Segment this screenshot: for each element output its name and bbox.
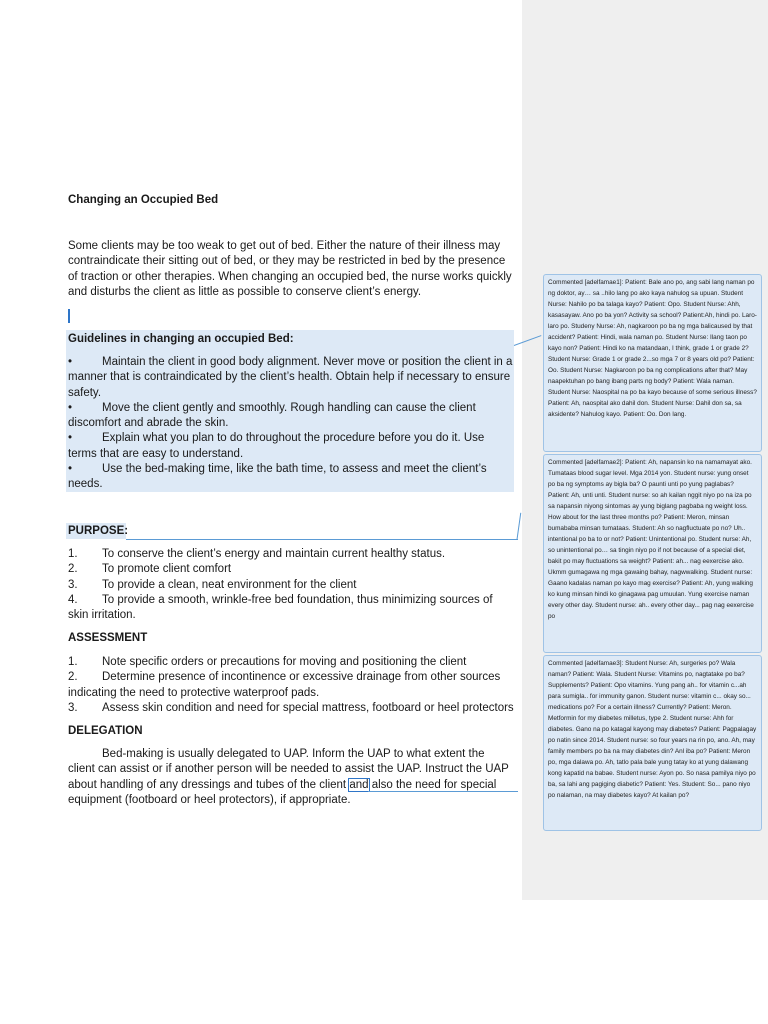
guideline-item: • Use the bed-making time, like the bath time, to assess and meet the client’s needs. [68, 463, 487, 491]
comment-card[interactable] [543, 274, 762, 452]
intro-paragraph: Some clients may be too weak to get out of bed. Either the nature of their illness may contraindicate their sitting out of bed, or they may be restricted in bed by the presence of traction or other therapies. When changing an occupied bed, the nurse works quickly and disturbs the client as little as possible to conserve client’s energy. [68, 240, 512, 298]
comment-connector-2 [126, 539, 518, 540]
comment-text: Patient: Bale ano po, ang sabi lang naman po ng doktor, ay… sa ..hilo lang po ako kaya nahulog sa upuan. Student Nurse: Nahilo po ba talaga kayo? Patient: Opo. Student Nurse: Ahh, kasasayaw. Ano po ba yon? Activity sa school? Patient:Ah, hindi po. Laro-laro po. Studeny Nurse: Ah, nagkaroon po ba ng mga balicaused by that accident? Patient: Hindi, wala naman po. Student Nurse: Ilang taon po kayo non? Patient: Hindi ko na matandaan, I think, grade 1 or grade 2? Student Nurse: Grade 1 or grade 2...so mga 7 or 8 years old po? Patient: Oo. Student Nurse: Nagkaroon po ba ng complications after that? May naapektuhan po bang ibang parts ng body? Patient: Wala naman. Student Nurse: Naospital na po ba kayo because of some serious illness? Patient: Ah, naospital ako dahil don. Student Nurse: Dahil don sa, sa aksidente? Nahulog kayo. Patient: Oo. Don lang. [548, 279, 757, 418]
document-title: Changing an Occupied Bed [68, 194, 219, 206]
delegation-heading: DELEGATION [68, 725, 143, 737]
assessment-item: 1. Note specific orders or precautions for moving and positioning the client [68, 656, 467, 668]
purpose-item: 2. To promote client comfort [68, 563, 232, 576]
purpose-item: 3. To provide a clean, neat environment for the client [68, 578, 357, 591]
assessment-item: 2. Determine presence of incontinence or excessive drainage from other sources indicating the need to protective waterproof pads. [68, 671, 501, 699]
purpose-item: 4. To provide a smooth, wrinkle-free bed foundation, thus minimizing sources of skin irritation. [68, 593, 493, 622]
comment-label: Commented [adelfamae1]: [548, 279, 624, 286]
assessment-list [68, 655, 514, 716]
assessment-item: 3. Assess skin condition and need for special mattress, footboard or heel protectors [68, 701, 514, 714]
comment-label: Commented [adelfamae2]: [548, 459, 624, 466]
comment-card[interactable] [543, 454, 762, 653]
purpose-item: 1. To conserve the client’s energy and maintain current healthy status. [68, 548, 446, 560]
purpose-list [68, 547, 514, 623]
guidelines-heading: Guidelines in changing an occupied Bed: [68, 333, 294, 345]
comment-text: Student Nurse: Ah, surgeries po? Wala naman? Patient: Wala. Student Nurse: Vitamins po, nagtatake po ba? Supplements? Patient: Opo vitamins. Yung pang ah.. for vitamin c...ah para sumigla.. for immunity ganon. Student nurse: vitamin c... okay so... medications po? For a certain illness? Currently? Patient: Meron. Metformin for my diabetes milletus, type 2. Student nurse: Ahh for diabetes. Gano na po katagal kayong may diabetes? Patient: Pagpalagay po natin since 2014. Student nurse: so four years na rin po, ano. Ah, may family members po ba na may diabetes din? Anl iba po? Patient: Meron po, mga dalawa po. Ah, tatlo pala bale yung tatay ko at yung dalawang kong kapatid na babae. Student nurse: Ayon po. So nasa pamilya niyo po ba, sa lahi ang pagiging diabetic? Patient: Yes. Student: So... pano niyo po nalaman, na may diabetes kayo? At kailan po? [548, 660, 757, 799]
guideline-item: • Maintain the client in good body alignment. Never move or position the client in a manner that is contraindicated by the client’s health. Obtain help if necessary to ensure safety. [68, 356, 513, 399]
assessment-heading: ASSESSMENT [68, 632, 148, 644]
delegation-paragraph: Bed-making is usually delegated to UAP. Inform the UAP to what extent the client can assist or if another person will be needed to assist the UAP. Instruct the UAP about handling of any dressings and tubes of the client and also the need for special equipment (footboard or heel protectors), if appropriate. [68, 748, 509, 806]
comment-anchor-3[interactable]: and [349, 778, 369, 791]
purpose-heading: PURPOSE: [68, 525, 129, 537]
guideline-item: • Explain what you plan to do throughout the procedure before you do it. Use terms that are easy to understand. [68, 432, 485, 460]
text-cursor [68, 309, 70, 323]
guideline-item: • Move the client gently and smoothly. Rough handling can cause the client discomfort and abrade the skin. [68, 401, 476, 430]
comment-text: Patient: Ah, napansin ko na namamayat ako. Tumataas blood sugar level. Mga 2014 yon. Student nurse: yung onset po ba ng symptoms ay bigla ba? O paunti unti po yung paglabas? Patient: Ah, unti unti. Student nurse: so ah kailan nggit niyo po na iza po sa napansin niyong sintomas ay yung biglang pagbaba ng weight loss. How about for the last three months po? Patient: Meron, minsan bumababa minsan tumataas. Student: Ah so nagfluctuate po no? Uh.. intentional po ba to or not? Patient: Unintentional po. Student nurse: Ah, so unintentional po… sa tingin niyo po if not because of a special diet, bakit po may fluctuations sa weight? Patient: ah... nag eexercise ako. Ukmm gumagawa ng mga gawaing bahay, nagwwalking. Student nurse: Gaano kadalas naman po kayo mag exercise? Patient: Ah, yung walking ko kung minsan hindi ko ginagawa pag umuulan. Yung exercise naman every other day. Student nurse: ah.. every other day... pag nag eexercise po [548, 459, 754, 620]
comment-card[interactable] [543, 655, 762, 831]
guidelines-list [68, 355, 514, 493]
comment-label: Commented [adelfamae3]: [548, 660, 624, 667]
comment-connector-3 [368, 791, 518, 792]
